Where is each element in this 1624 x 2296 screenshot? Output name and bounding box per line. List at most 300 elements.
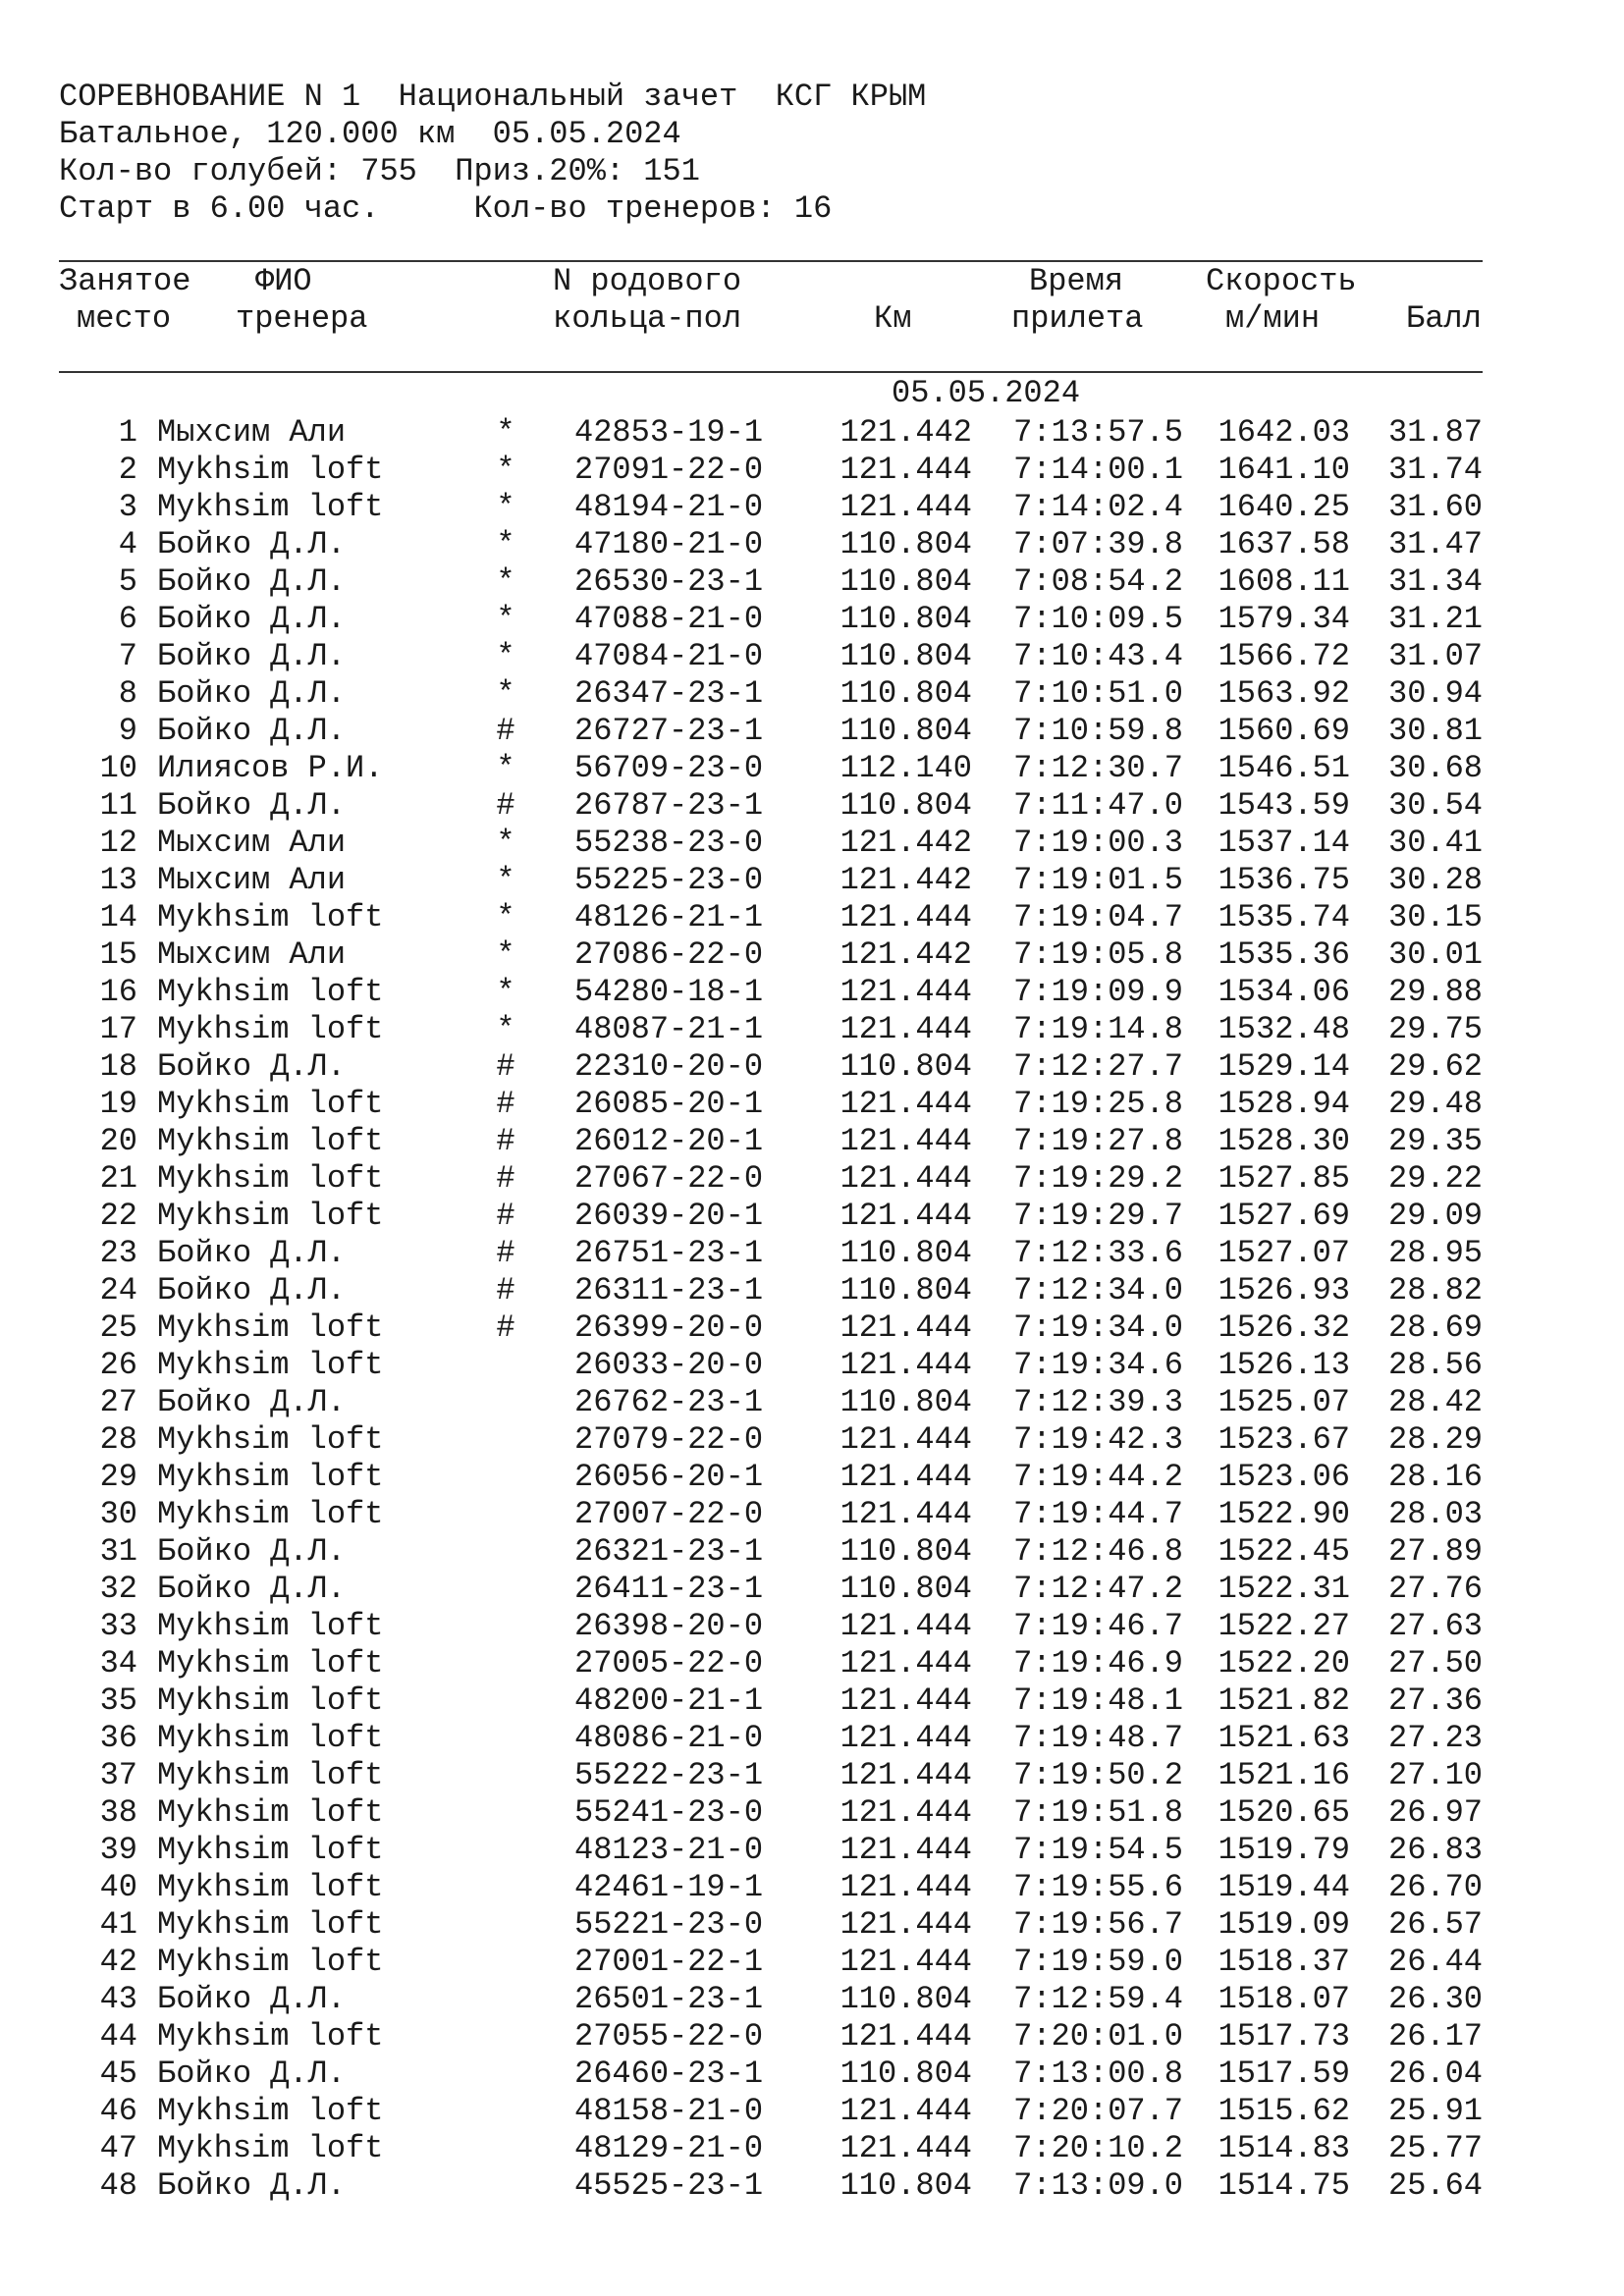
arrival-time-cell: 7:13:09.0 <box>1013 2167 1183 2204</box>
col-km: Км <box>874 300 912 337</box>
arrival-time-cell: 7:19:27.8 <box>1013 1123 1183 1159</box>
mark-cell: # <box>496 1123 515 1159</box>
trainer-name-cell: Мыхсим Али <box>157 414 347 451</box>
distance-cell: 121.442 <box>839 825 972 861</box>
place-cell: 41 <box>99 1906 137 1943</box>
table-row <box>0 1235 1624 1272</box>
ring-number-cell: 54280-18-1 <box>574 974 764 1010</box>
table-row <box>0 787 1624 825</box>
place-cell: 18 <box>99 1048 137 1085</box>
distance-cell: 110.804 <box>839 638 972 674</box>
col-speed-line2: м/мин <box>1225 300 1321 337</box>
score-cell: 27.63 <box>1387 1608 1483 1644</box>
speed-cell: 1566.72 <box>1218 638 1350 674</box>
score-cell: 27.10 <box>1387 1757 1483 1793</box>
trainer-name-cell: Mykhsim loft <box>157 1459 384 1495</box>
mark-cell: * <box>496 638 515 674</box>
ring-number-cell: 26056-20-1 <box>574 1459 764 1495</box>
ring-number-cell: 48086-21-0 <box>574 1720 764 1756</box>
table-row <box>0 452 1624 489</box>
distance-cell: 110.804 <box>839 563 972 600</box>
trainer-name-cell: Mykhsim loft <box>157 1906 384 1943</box>
mark-cell: * <box>496 899 515 935</box>
place-cell: 30 <box>99 1496 137 1532</box>
place-cell: 48 <box>99 2167 137 2204</box>
arrival-time-cell: 7:20:07.7 <box>1013 2093 1183 2129</box>
speed-cell: 1518.07 <box>1218 1981 1350 2017</box>
score-cell: 29.35 <box>1387 1123 1483 1159</box>
table-row <box>0 1048 1624 1086</box>
place-cell: 13 <box>99 862 137 898</box>
trainer-name-cell: Бойко Д.Л. <box>157 1384 347 1420</box>
score-cell: 30.15 <box>1387 899 1483 935</box>
ring-number-cell: 27091-22-0 <box>574 452 764 488</box>
arrival-time-cell: 7:19:48.7 <box>1013 1720 1183 1756</box>
table-row <box>0 974 1624 1011</box>
score-cell: 31.07 <box>1387 638 1483 674</box>
table-row <box>0 1608 1624 1645</box>
score-cell: 31.21 <box>1387 601 1483 637</box>
place-cell: 12 <box>99 825 137 861</box>
place-cell: 34 <box>99 1645 137 1682</box>
trainer-name-cell: Mykhsim loft <box>157 1944 384 1980</box>
score-cell: 28.03 <box>1387 1496 1483 1532</box>
ring-number-cell: 55225-23-0 <box>574 862 764 898</box>
speed-cell: 1535.36 <box>1218 936 1350 973</box>
distance-cell: 121.444 <box>839 1309 972 1346</box>
ring-number-cell: 26751-23-1 <box>574 1235 764 1271</box>
table-row <box>0 2167 1624 2205</box>
arrival-time-cell: 7:20:01.0 <box>1013 2018 1183 2055</box>
ring-number-cell: 48126-21-1 <box>574 899 764 935</box>
date-group-row <box>0 375 1624 412</box>
speed-cell: 1563.92 <box>1218 675 1350 712</box>
speed-cell: 1642.03 <box>1218 414 1350 451</box>
arrival-time-cell: 7:19:25.8 <box>1013 1086 1183 1122</box>
table-row <box>0 1496 1624 1533</box>
place-cell: 24 <box>99 1272 137 1308</box>
distance-cell: 110.804 <box>839 601 972 637</box>
ring-number-cell: 55221-23-0 <box>574 1906 764 1943</box>
score-cell: 30.41 <box>1387 825 1483 861</box>
distance-cell: 121.444 <box>839 1906 972 1943</box>
arrival-time-cell: 7:19:09.9 <box>1013 974 1183 1010</box>
arrival-time-cell: 7:13:57.5 <box>1013 414 1183 451</box>
table-row <box>0 1160 1624 1198</box>
score-cell: 30.68 <box>1387 750 1483 786</box>
ring-number-cell: 45525-23-1 <box>574 2167 764 2204</box>
distance-cell: 121.444 <box>839 2130 972 2166</box>
mark-cell: * <box>496 452 515 488</box>
speed-cell: 1536.75 <box>1218 862 1350 898</box>
distance-cell: 121.444 <box>839 1123 972 1159</box>
table-row <box>0 1757 1624 1794</box>
distance-cell: 121.444 <box>839 1869 972 1905</box>
distance-cell: 121.444 <box>839 1086 972 1122</box>
trainer-name-cell: Мыхсим Али <box>157 936 347 973</box>
score-cell: 26.17 <box>1387 2018 1483 2055</box>
speed-cell: 1526.13 <box>1218 1347 1350 1383</box>
header-line-bird-count: Кол-во голубей: 755 Приз.20%: 151 <box>59 153 700 189</box>
speed-cell: 1523.67 <box>1218 1421 1350 1458</box>
score-cell: 27.76 <box>1387 1571 1483 1607</box>
table-row <box>0 2093 1624 2130</box>
score-cell: 26.70 <box>1387 1869 1483 1905</box>
arrival-time-cell: 7:12:33.6 <box>1013 1235 1183 1271</box>
arrival-time-cell: 7:19:59.0 <box>1013 1944 1183 1980</box>
trainer-name-cell: Бойко Д.Л. <box>157 675 347 712</box>
speed-cell: 1560.69 <box>1218 713 1350 749</box>
table-row <box>0 1533 1624 1571</box>
place-cell: 29 <box>99 1459 137 1495</box>
place-cell: 3 <box>118 489 137 525</box>
trainer-name-cell: Mykhsim loft <box>157 1869 384 1905</box>
arrival-time-cell: 7:12:59.4 <box>1013 1981 1183 2017</box>
ring-number-cell: 26311-23-1 <box>574 1272 764 1308</box>
place-cell: 21 <box>99 1160 137 1197</box>
trainer-name-cell: Mykhsim loft <box>157 2093 384 2129</box>
table-row <box>0 1384 1624 1421</box>
distance-cell: 121.444 <box>839 1198 972 1234</box>
place-cell: 33 <box>99 1608 137 1644</box>
arrival-time-cell: 7:19:51.8 <box>1013 1794 1183 1831</box>
trainer-name-cell: Mykhsim loft <box>157 1160 384 1197</box>
trainer-name-cell: Бойко Д.Л. <box>157 1235 347 1271</box>
table-row <box>0 2018 1624 2056</box>
trainer-name-cell: Mykhsim loft <box>157 1496 384 1532</box>
speed-cell: 1534.06 <box>1218 974 1350 1010</box>
score-cell: 28.29 <box>1387 1421 1483 1458</box>
arrival-time-cell: 7:08:54.2 <box>1013 563 1183 600</box>
speed-cell: 1522.90 <box>1218 1496 1350 1532</box>
table-row <box>0 1720 1624 1757</box>
table-row <box>0 526 1624 563</box>
table-row <box>0 563 1624 601</box>
distance-cell: 121.444 <box>839 1720 972 1756</box>
place-cell: 1 <box>118 414 137 451</box>
distance-cell: 121.442 <box>839 862 972 898</box>
speed-cell: 1514.75 <box>1218 2167 1350 2204</box>
trainer-name-cell: Mykhsim loft <box>157 1720 384 1756</box>
score-cell: 26.44 <box>1387 1944 1483 1980</box>
distance-cell: 110.804 <box>839 1272 972 1308</box>
score-cell: 29.75 <box>1387 1011 1483 1047</box>
col-place-line2: место <box>77 300 172 337</box>
ring-number-cell: 26727-23-1 <box>574 713 764 749</box>
ring-number-cell: 26787-23-1 <box>574 787 764 824</box>
ring-number-cell: 26530-23-1 <box>574 563 764 600</box>
trainer-name-cell: Mykhsim loft <box>157 2130 384 2166</box>
table-row <box>0 1272 1624 1309</box>
score-cell: 31.60 <box>1387 489 1483 525</box>
distance-cell: 121.444 <box>839 1794 972 1831</box>
trainer-name-cell: Бойко Д.Л. <box>157 1272 347 1308</box>
distance-cell: 121.442 <box>839 936 972 973</box>
ring-number-cell: 26012-20-1 <box>574 1123 764 1159</box>
distance-cell: 110.804 <box>839 1384 972 1420</box>
arrival-time-cell: 7:11:47.0 <box>1013 787 1183 824</box>
header-divider-bottom <box>59 371 1483 373</box>
trainer-name-cell: Mykhsim loft <box>157 1645 384 1682</box>
score-cell: 30.94 <box>1387 675 1483 712</box>
mark-cell: * <box>496 526 515 562</box>
score-cell: 30.81 <box>1387 713 1483 749</box>
score-cell: 30.54 <box>1387 787 1483 824</box>
arrival-time-cell: 7:19:04.7 <box>1013 899 1183 935</box>
speed-cell: 1520.65 <box>1218 1794 1350 1831</box>
place-cell: 23 <box>99 1235 137 1271</box>
place-cell: 7 <box>118 638 137 674</box>
distance-cell: 121.444 <box>839 1645 972 1682</box>
col-speed-line1: Скорость <box>1206 263 1357 299</box>
table-row <box>0 1869 1624 1906</box>
speed-cell: 1519.79 <box>1218 1832 1350 1868</box>
ring-number-cell: 48087-21-1 <box>574 1011 764 1047</box>
place-cell: 44 <box>99 2018 137 2055</box>
place-cell: 39 <box>99 1832 137 1868</box>
score-cell: 27.23 <box>1387 1720 1483 1756</box>
trainer-name-cell: Mykhsim loft <box>157 1086 384 1122</box>
speed-cell: 1522.31 <box>1218 1571 1350 1607</box>
arrival-time-cell: 7:12:27.7 <box>1013 1048 1183 1085</box>
arrival-time-cell: 7:19:50.2 <box>1013 1757 1183 1793</box>
arrival-time-cell: 7:12:39.3 <box>1013 1384 1183 1420</box>
table-row <box>0 2056 1624 2093</box>
distance-cell: 121.444 <box>839 1496 972 1532</box>
arrival-time-cell: 7:12:47.2 <box>1013 1571 1183 1607</box>
score-cell: 28.95 <box>1387 1235 1483 1271</box>
table-row <box>0 1832 1624 1869</box>
distance-cell: 110.804 <box>839 1981 972 2017</box>
col-ring-line1: N родового <box>553 263 742 299</box>
speed-cell: 1532.48 <box>1218 1011 1350 1047</box>
place-cell: 27 <box>99 1384 137 1420</box>
distance-cell: 110.804 <box>839 526 972 562</box>
table-row <box>0 1645 1624 1682</box>
place-cell: 28 <box>99 1421 137 1458</box>
trainer-name-cell: Бойко Д.Л. <box>157 601 347 637</box>
arrival-time-cell: 7:19:05.8 <box>1013 936 1183 973</box>
mark-cell: # <box>496 787 515 824</box>
trainer-name-cell: Mykhsim loft <box>157 1608 384 1644</box>
score-cell: 31.47 <box>1387 526 1483 562</box>
mark-cell: * <box>496 750 515 786</box>
place-cell: 17 <box>99 1011 137 1047</box>
place-cell: 47 <box>99 2130 137 2166</box>
table-row <box>0 1981 1624 2018</box>
score-cell: 31.34 <box>1387 563 1483 600</box>
speed-cell: 1637.58 <box>1218 526 1350 562</box>
table-row <box>0 936 1624 974</box>
score-cell: 29.88 <box>1387 974 1483 1010</box>
trainer-name-cell: Бойко Д.Л. <box>157 787 347 824</box>
ring-number-cell: 48158-21-0 <box>574 2093 764 2129</box>
distance-cell: 110.804 <box>839 2056 972 2092</box>
speed-cell: 1522.27 <box>1218 1608 1350 1644</box>
distance-cell: 110.804 <box>839 713 972 749</box>
distance-cell: 110.804 <box>839 675 972 712</box>
ring-number-cell: 26460-23-1 <box>574 2056 764 2092</box>
trainer-name-cell: Бойко Д.Л. <box>157 2056 347 2092</box>
score-cell: 27.50 <box>1387 1645 1483 1682</box>
speed-cell: 1515.62 <box>1218 2093 1350 2129</box>
table-row <box>0 1794 1624 1832</box>
distance-cell: 121.444 <box>839 974 972 1010</box>
col-time-line1: Время <box>1029 263 1124 299</box>
score-cell: 29.62 <box>1387 1048 1483 1085</box>
distance-cell: 110.804 <box>839 787 972 824</box>
speed-cell: 1529.14 <box>1218 1048 1350 1085</box>
table-row <box>0 825 1624 862</box>
date-group-label: 05.05.2024 <box>892 375 1081 411</box>
arrival-time-cell: 7:19:34.0 <box>1013 1309 1183 1346</box>
ring-number-cell: 22310-20-0 <box>574 1048 764 1085</box>
table-row <box>0 1198 1624 1235</box>
arrival-time-cell: 7:13:00.8 <box>1013 2056 1183 2092</box>
speed-cell: 1522.45 <box>1218 1533 1350 1570</box>
mark-cell: # <box>496 1309 515 1346</box>
speed-cell: 1608.11 <box>1218 563 1350 600</box>
place-cell: 32 <box>99 1571 137 1607</box>
place-cell: 16 <box>99 974 137 1010</box>
place-cell: 14 <box>99 899 137 935</box>
trainer-name-cell: Mykhsim loft <box>157 1757 384 1793</box>
arrival-time-cell: 7:19:29.7 <box>1013 1198 1183 1234</box>
place-cell: 11 <box>99 787 137 824</box>
trainer-name-cell: Бойко Д.Л. <box>157 1048 347 1085</box>
arrival-time-cell: 7:19:34.6 <box>1013 1347 1183 1383</box>
score-cell: 28.16 <box>1387 1459 1483 1495</box>
mark-cell: # <box>496 1048 515 1085</box>
ring-number-cell: 27007-22-0 <box>574 1496 764 1532</box>
table-row <box>0 1459 1624 1496</box>
distance-cell: 121.444 <box>839 1944 972 1980</box>
mark-cell: # <box>496 1235 515 1271</box>
place-cell: 38 <box>99 1794 137 1831</box>
score-cell: 31.74 <box>1387 452 1483 488</box>
speed-cell: 1543.59 <box>1218 787 1350 824</box>
column-headers <box>0 263 1624 342</box>
mark-cell: # <box>496 1086 515 1122</box>
trainer-name-cell: Мыхсим Али <box>157 862 347 898</box>
trainer-name-cell: Mykhsim loft <box>157 974 384 1010</box>
table-row <box>0 414 1624 452</box>
speed-cell: 1527.85 <box>1218 1160 1350 1197</box>
mark-cell: * <box>496 862 515 898</box>
mark-cell: # <box>496 1272 515 1308</box>
speed-cell: 1517.73 <box>1218 2018 1350 2055</box>
header-line-start-time: Старт в 6.00 час. Кол-во тренеров: 16 <box>59 190 833 227</box>
place-cell: 37 <box>99 1757 137 1793</box>
trainer-name-cell: Mykhsim loft <box>157 1309 384 1346</box>
distance-cell: 121.444 <box>839 2018 972 2055</box>
distance-cell: 121.444 <box>839 899 972 935</box>
arrival-time-cell: 7:10:43.4 <box>1013 638 1183 674</box>
trainer-name-cell: Бойко Д.Л. <box>157 1533 347 1570</box>
ring-number-cell: 26321-23-1 <box>574 1533 764 1570</box>
place-cell: 43 <box>99 1981 137 2017</box>
header-line-competition: СОРЕВНОВАНИЕ N 1 Национальный зачет КСГ КРЫМ <box>59 79 927 115</box>
speed-cell: 1641.10 <box>1218 452 1350 488</box>
speed-cell: 1546.51 <box>1218 750 1350 786</box>
table-row <box>0 1123 1624 1160</box>
table-row <box>0 1086 1624 1123</box>
place-cell: 19 <box>99 1086 137 1122</box>
score-cell: 25.91 <box>1387 2093 1483 2129</box>
speed-cell: 1640.25 <box>1218 489 1350 525</box>
col-time-line2: прилета <box>1011 300 1144 337</box>
place-cell: 46 <box>99 2093 137 2129</box>
distance-cell: 110.804 <box>839 1048 972 1085</box>
table-row <box>0 713 1624 750</box>
score-cell: 31.87 <box>1387 414 1483 451</box>
speed-cell: 1519.09 <box>1218 1906 1350 1943</box>
trainer-name-cell: Mykhsim loft <box>157 1123 384 1159</box>
arrival-time-cell: 7:19:55.6 <box>1013 1869 1183 1905</box>
distance-cell: 121.444 <box>839 1459 972 1495</box>
ring-number-cell: 48123-21-0 <box>574 1832 764 1868</box>
distance-cell: 121.444 <box>839 1608 972 1644</box>
place-cell: 15 <box>99 936 137 973</box>
trainer-name-cell: Mykhsim loft <box>157 1794 384 1831</box>
ring-number-cell: 55222-23-1 <box>574 1757 764 1793</box>
ring-number-cell: 27079-22-0 <box>574 1421 764 1458</box>
ring-number-cell: 26347-23-1 <box>574 675 764 712</box>
ring-number-cell: 27005-22-0 <box>574 1645 764 1682</box>
table-row <box>0 1309 1624 1347</box>
mark-cell: * <box>496 489 515 525</box>
speed-cell: 1519.44 <box>1218 1869 1350 1905</box>
table-row <box>0 601 1624 638</box>
trainer-name-cell: Бойко Д.Л. <box>157 713 347 749</box>
ring-number-cell: 27067-22-0 <box>574 1160 764 1197</box>
ring-number-cell: 26398-20-0 <box>574 1608 764 1644</box>
place-cell: 36 <box>99 1720 137 1756</box>
distance-cell: 112.140 <box>839 750 972 786</box>
ring-number-cell: 56709-23-0 <box>574 750 764 786</box>
place-cell: 5 <box>118 563 137 600</box>
place-cell: 6 <box>118 601 137 637</box>
place-cell: 31 <box>99 1533 137 1570</box>
arrival-time-cell: 7:12:30.7 <box>1013 750 1183 786</box>
distance-cell: 110.804 <box>839 2167 972 2204</box>
place-cell: 25 <box>99 1309 137 1346</box>
score-cell: 29.09 <box>1387 1198 1483 1234</box>
mark-cell: * <box>496 1011 515 1047</box>
trainer-name-cell: Mykhsim loft <box>157 1198 384 1234</box>
arrival-time-cell: 7:19:44.7 <box>1013 1496 1183 1532</box>
distance-cell: 121.444 <box>839 1421 972 1458</box>
score-cell: 29.22 <box>1387 1160 1483 1197</box>
distance-cell: 110.804 <box>839 1571 972 1607</box>
trainer-name-cell: Mykhsim loft <box>157 489 384 525</box>
table-row <box>0 1571 1624 1608</box>
distance-cell: 121.444 <box>839 452 972 488</box>
score-cell: 30.28 <box>1387 862 1483 898</box>
score-cell: 26.30 <box>1387 1981 1483 2017</box>
ring-number-cell: 27086-22-0 <box>574 936 764 973</box>
ring-number-cell: 42461-19-1 <box>574 1869 764 1905</box>
trainer-name-cell: Mykhsim loft <box>157 1832 384 1868</box>
speed-cell: 1518.37 <box>1218 1944 1350 1980</box>
distance-cell: 121.444 <box>839 489 972 525</box>
table-row <box>0 862 1624 899</box>
table-row <box>0 1906 1624 1944</box>
speed-cell: 1579.34 <box>1218 601 1350 637</box>
arrival-time-cell: 7:10:59.8 <box>1013 713 1183 749</box>
arrival-time-cell: 7:19:56.7 <box>1013 1906 1183 1943</box>
header-line-location-date: Батальное, 120.000 км 05.05.2024 <box>59 116 681 152</box>
